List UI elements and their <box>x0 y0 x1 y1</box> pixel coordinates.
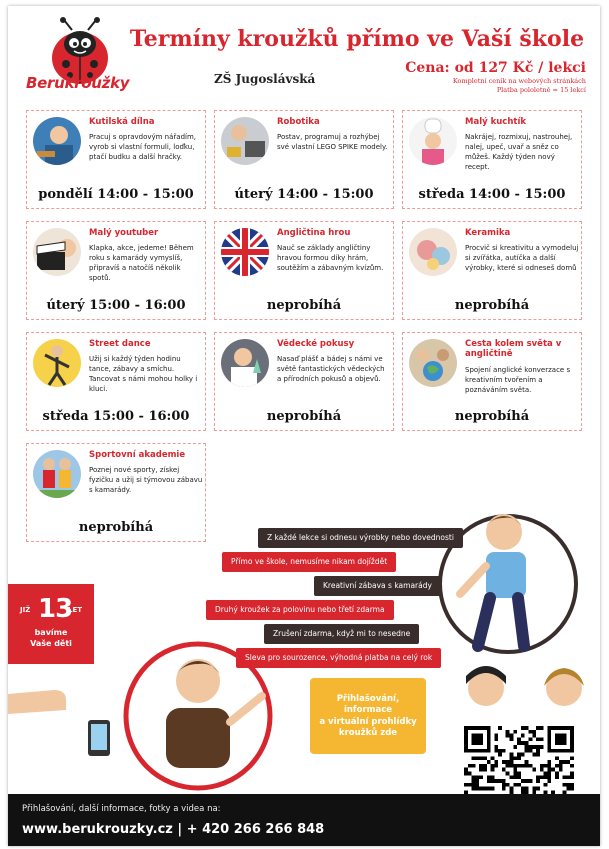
badge-line: bavíme <box>34 628 68 637</box>
uk-flag-icon <box>221 228 269 276</box>
workshop-photo-icon <box>33 117 81 165</box>
clapperboard-photo-icon <box>33 228 81 276</box>
robotics-photo-icon <box>221 117 269 165</box>
badge-suffix: LET <box>68 606 83 614</box>
course-title: Cesta kolem světa v angličtině <box>465 339 562 360</box>
years-badge <box>8 584 94 664</box>
course-time: pondělí 14:00 - 15:00 <box>38 187 194 202</box>
price-note-line: Kompletní ceník na webových stránkách <box>452 77 586 85</box>
course-title: Kutilská dílna <box>89 117 155 127</box>
signup-line: informace <box>343 705 393 716</box>
course-title: Vědecké pokusy <box>277 339 355 349</box>
logo-text: Berukroužky <box>26 74 130 92</box>
course-title: Angličtina hrou <box>277 228 351 238</box>
course-time: neprobíhá <box>454 409 530 424</box>
badge-prefix: JIŽ <box>20 606 31 614</box>
course-card-robotika <box>214 110 394 209</box>
course-card-maly-kuchtik <box>402 110 582 209</box>
price-note <box>453 77 586 96</box>
dancer-photo-icon <box>33 339 81 387</box>
course-time: neprobíhá <box>266 298 342 313</box>
course-card-keramika <box>402 221 582 320</box>
ceramics-photo-icon <box>409 228 457 276</box>
course-title: Robotika <box>277 117 320 127</box>
course-description: Pracuj s opravdovým nářadím, vyrob si vlastní formuli, loďku, ptačí budku a další hračky. <box>89 133 197 162</box>
course-description: Nasaď plášť a bádej s námi ve světě fantastických vědeckých a přírodních pokusů a objevů. <box>277 355 385 384</box>
badge-years: 13 <box>38 594 73 624</box>
footer-info: Přihlašování, další informace, fotky a videa na: <box>22 804 221 814</box>
course-card-anglictina-hrou <box>214 221 394 320</box>
signup-line: kroužků zde <box>338 728 398 739</box>
course-card-maly-youtuber <box>26 221 206 320</box>
benefit-pill: Druhý kroužek za polovinu nebo třetí zdarma <box>206 600 394 620</box>
signup-line: Přihlašování, <box>336 694 400 704</box>
poster <box>8 6 600 846</box>
course-time: úterý 15:00 - 16:00 <box>46 298 186 313</box>
badge-text <box>8 628 94 650</box>
course-card-vedecke-pokusy <box>214 332 394 431</box>
benefit-pill: Zrušení zdarma, když mi to nesedne <box>264 624 419 644</box>
course-card-street-dance <box>26 332 206 431</box>
course-description: Postav, programuj a rozhýbej své vlastní LEGO SPIKE modely. <box>277 133 388 152</box>
course-title: Street dance <box>89 339 151 349</box>
benefit-pill: Z každé lekce si odnesu výrobky nebo dovednosti <box>258 528 463 548</box>
course-time: úterý 14:00 - 15:00 <box>234 187 374 202</box>
science-photo-icon <box>221 339 269 387</box>
course-card-cesta-kolem-sveta <box>402 332 582 431</box>
course-description: Spojení anglické konverzace s kreativním tvořením a poznáváním světa. <box>465 366 571 395</box>
course-card-kutilska-dilna <box>26 110 206 209</box>
page-title: Termíny kroužků přímo ve Vaší škole <box>129 26 585 52</box>
course-time: středa 15:00 - 16:00 <box>42 409 190 424</box>
course-title: Keramika <box>465 228 511 238</box>
course-description: Poznej nové sporty, získej fyzičku a užij si týmovou zábavu s kamarády. <box>89 466 203 495</box>
course-title: Malý kuchtík <box>465 117 527 127</box>
course-title: Sportovní akademie <box>89 450 186 460</box>
price: Cena: od 127 Kč / lekci <box>405 60 586 76</box>
globe-kids-photo-icon <box>409 339 457 387</box>
benefit-pill: Sleva pro sourozence, výhodná platba na celý rok <box>236 648 441 668</box>
course-description: Užij si každý týden hodinu tance, zábavy a smíchu. Tancovat s námi mohou holky i kluci. <box>89 355 198 394</box>
footer-contact[interactable]: www.berukrouzky.cz | + 420 266 266 848 <box>22 822 325 837</box>
course-description: Nakrájej, rozmixuj, nastrouhej, nalej, upeč, uvař a sněz co můžeš. Každý týden nový recept. <box>465 133 573 172</box>
course-time: středa 14:00 - 15:00 <box>418 187 566 202</box>
course-time: neprobíhá <box>454 298 530 313</box>
footer <box>8 794 600 846</box>
course-time: neprobíhá <box>266 409 342 424</box>
benefit-pill: Přímo ve škole, nemusíme nikam dojíždět <box>222 552 396 572</box>
course-time: neprobíhá <box>78 520 154 535</box>
course-description: Procvič si kreativitu a vymodeluj si zvířátka, autíčka a další výrobky, které si odneseš domů <box>465 244 579 273</box>
signup-box[interactable] <box>310 678 426 754</box>
school-name: ZŠ Jugoslávská <box>214 72 316 86</box>
course-title: Malý youtuber <box>89 228 159 238</box>
benefit-pill: Kreativní zábava s kamarády <box>314 576 441 596</box>
badge-line: Vaše děti <box>30 638 72 648</box>
price-note-line: Platba pololetně = 15 lekcí <box>496 86 586 95</box>
course-description: Klapka, akce, jedeme! Během roku s kamarády vymyslíš, připravíš a natočíš několik spotů. <box>89 244 194 283</box>
chef-photo-icon <box>409 117 457 165</box>
signup-line: a virtuální prohlídky <box>319 716 417 727</box>
course-description: Nauč se základy angličtiny hravou formou díky hrám, soutěžím a zábavným kvízům. <box>277 244 384 273</box>
